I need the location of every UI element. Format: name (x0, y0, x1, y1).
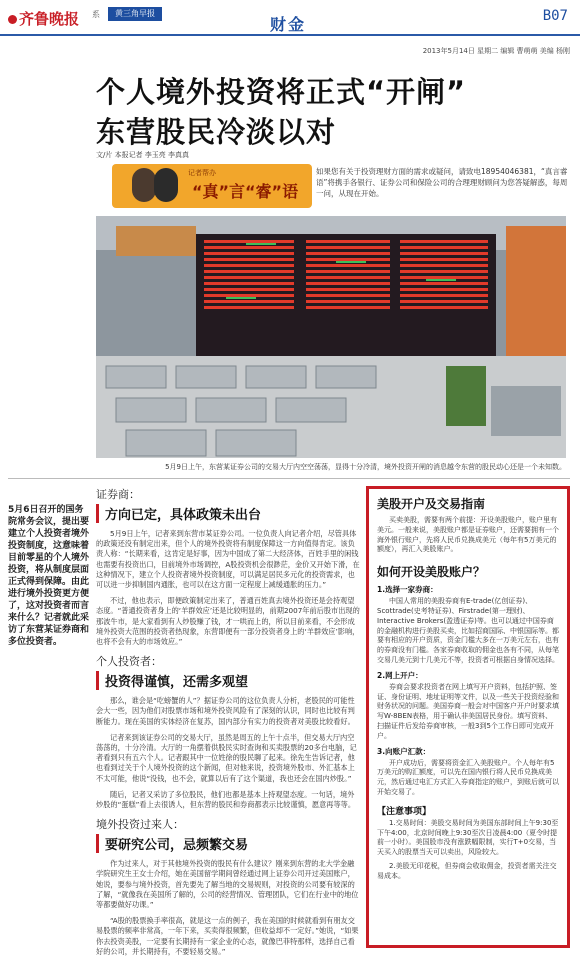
guide-note-item: 1.交易时间：美股交易时间为美国东部时间上午9:30至下午4:00，北京时间晚上9:30至次日凌晨4:00（夏令时提前一小时）。美国股市没有涨跌幅限制，实行T+0交易，当天买入的股票当天可以卖出，风险较大。 (377, 818, 559, 857)
section-title: 财金 (269, 15, 306, 34)
guide-note-item: 2.美股无印花税，但券商会收取佣金，投资者需关注交易成本。 (377, 861, 557, 880)
newspaper-logo: 齐鲁晚报 (8, 8, 79, 29)
section3-paragraph: 作为过来人，对于其他境外投资的股民有什么建议？刚来到东营的北大学金融学院研究生王女士介绍，她在美国留学期间曾经通过网上证券公司开过美国账户，她说，要参与境外投资，首先要先了解当地的交易规则，对投资的公司要有较深的了解，“就像我在美国所了解的，公司的经营情况、管理团队，它们在行业中的地位等都要做好功课。” (96, 859, 359, 910)
section2-paragraph: 随后，记者又采访了多位股民，他们也都是基本上持观望态度。一句话，境外炒股的“蛋糕”看上去很诱人，但东营的股民和券商都表示比较谨慎，愿意再等等。 (96, 789, 356, 810)
headline-line2: 东营股民冷淡以对 (96, 115, 337, 149)
guide-step-heading: 2.网上开户： (377, 670, 423, 680)
section2-paragraph: 记者来到该证券公司的交易大厅，虽然是周五的上午十点半，但交易大厅内空荡荡的，十分冷清。大厅的一角摆着供股民实时查询和买卖股票的20多台电脑，记者看到只有五六个人。记者跟其中一位姓徐的股民聊了起来。徐先生告诉记者，他也看到过关于个人境外投资的这个新闻，但对他来说，投资境外股市、外汇基本上不太可能，他说“没钱，也不会，就算以后有了这个渠道，我也还会在国内炒股。” (96, 732, 357, 783)
guide-step-text: 开户成功后，需要将资金汇入美股账户。个人每年有5万美元的购汇额度，可以先在国内银行将人民币兑换成美元，然后通过电汇方式汇入券商指定的账户，到账后就可以开始交易了。 (377, 758, 559, 796)
guide-intro: 买卖美股，需要有两个前提：开设美股账户，账户里有美元。一般来说，美股账户都是证券账户，还需要拥有一个海外银行账户，先将人民币兑换成美元（每年有5万美元的额度），再汇入美股账户。 (377, 516, 559, 554)
section1-paragraph: 不过，他也表示，即便政策制定出来了，普通百姓真去境外投资还是会持观望态度。“普通投资者身上的‘羊群效应’还是比较明显的，前期2007年前后股市出现的那波牛市，是大家看到有人炒股赚了钱，才一哄而上的，所以目前来看，不会形成境外投资大范围的投资者热现象，东营即便有一部分投资者身上的‘羊群效应’影响，也将不会有大的市场效应。” (96, 596, 360, 647)
section1-heading: 方向已定，具体政策未出台 (96, 504, 360, 523)
guide-step-heading: 1.选择一家券商： (377, 585, 438, 595)
trading-hall-photo (96, 216, 566, 458)
column-note: 如果您有关于投资理财方面的需求或疑问，请致电18954046381，“真言睿语”将携手各银行、证券公司和保险公司的合理理财顾问为您答疑解惑，每周一问，从现在开始。 (316, 167, 568, 198)
sub-tag: 系 (92, 10, 100, 19)
us-stock-guide-box (366, 486, 570, 948)
section3-paragraph: “A股的股票换手率很高，就是这一点的例子，我在美国的时候就看到有朋友交易股票的频率非常高，一年下来，买卖得很频繁，但收益却不一定好。”她说，“如果你去投资美股，一定要有长期持有一家企业的心态，就像巴菲特那样，选择自己看好的公司，并长期持有，不要轻易交易。” (96, 916, 359, 956)
logo-mark-icon (8, 15, 17, 24)
dateline: 2013年5月14日 星期二 编辑 曹萌萌 美编 杨刚 (422, 47, 570, 55)
main-article (96, 486, 360, 963)
page-number: B07 (542, 8, 568, 24)
sub-brand-box: 黄三角早报 (108, 7, 162, 21)
lede-sidebar: 5月6日召开的国务院常务会议，提出要建立个人投资者境外投资制度，这意味着目前零星的个人境外投资，将从制度层面正式得到保障。由此进行境外投资更方便了，这对投资者而言来什么？记者就此采访了东营某证券商和多位投资者。 (8, 505, 90, 647)
page-header (0, 0, 580, 40)
photo-caption: 5月9日上午，东营某证券公司的交易大厅内空空荡荡，显得十分冷清，境外投资开闸的消息越令东营的股民动心还是一个未知数。 (165, 463, 566, 471)
guide-title: 美股开户及交易指南 (377, 497, 486, 511)
section3-kicker: 境外投资过来人： (96, 818, 184, 832)
header-rule (0, 34, 580, 36)
guide-step-text: 券商会要求投资者在网上填写开户资料，包括护照、签证、身份证明、地址证明等文件，以及一些关于投资经验和财务状况的问题。美国券商一般会对中国客户开户时要求填写W-8BEN表格，用于确认非美国居民身份。填写资料、扫描证件后发给券商审核，一般3到5个工作日即可完成开户。 (377, 682, 559, 740)
section3-heading: 要研究公司，忌频繁交易 (96, 834, 360, 853)
columnist-photo-icon (154, 168, 178, 202)
section2-heading: 投资得谨慎，还需多观望 (96, 671, 360, 690)
byline: 文/片 本报记者 李玉亮 李真真 (96, 151, 190, 159)
section1-paragraph: 5月9日上午，记者来到东营市某证券公司。一位负责人向记者介绍，尽管具体的政策还没有制定出来，但个人的境外投资将有制度保障这一方向值得肯定。该负责人称：“长期来看，这肯定是好事，因为中国成了第二大经济体，百姓手里的闲钱也需要有投资出口，目前境外市场调控，A股投资机会很渺茫，金价又开始下滑，在这种情况下，建立个人投资者境外投资制度，可以满足居民多元化的投资需求，也可以进一步抑制国内通胀，也可以在这方面一定程度上减缓通胀的压力。” (96, 529, 360, 590)
section2-kicker: 个人投资者： (96, 655, 162, 669)
section2-paragraph: 那么，谁会是“吃螃蟹的人”？据证券公司的这位负责人分析，老股民的可能性会大一些，因为他们对股票市场和境外投资风险有了深刻的认识，同时也比较有判断能力。现在美国的实体经济在复苏，国内部分有实力的投资者对美股比较看好。 (96, 696, 355, 726)
column-kicker: 记者帮办 (188, 169, 216, 177)
guide-notes-heading: 【注意事项】 (377, 806, 432, 817)
guide-step-text: 中国人常用的美股券商有E-trade(亿创证券)、Scottrade(史考特证券)、Firstrade(第一理财)、Interactive Brokers(盈透证券)等。也可以通过中国券商的金融机构进行美股买卖，比如招商国际、中银国际等。都要有相应的开户资质，资金门槛大多在一万美元左右，也有的券商没有门槛。各家券商收取的佣金也各有不同，从每笔交易几美元到十几美元不等，投资者可根据自身情况选择。 (377, 597, 559, 664)
guide-subheading: 如何开设美股账户？ (377, 565, 486, 580)
headline-line1: 个人境外投资将正式“开闸” (96, 75, 467, 109)
section-divider (8, 478, 570, 479)
columnist-photo-icon (132, 168, 156, 202)
trading-hall-illustration (96, 216, 566, 458)
section1-kicker: 证券商： (96, 488, 140, 501)
column-title: “真”言“睿”语 (192, 182, 299, 201)
column-banner (112, 164, 312, 208)
guide-step-heading: 3.向账户汇款： (377, 746, 431, 756)
